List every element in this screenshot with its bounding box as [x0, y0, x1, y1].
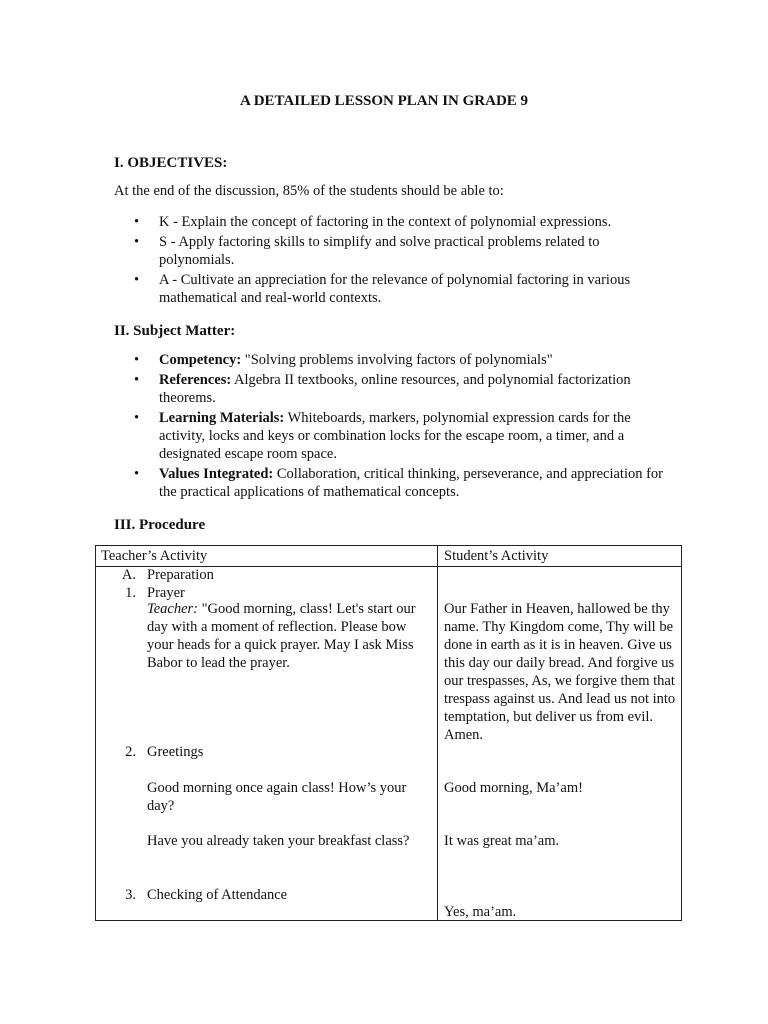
step-1-label: Prayer [147, 585, 185, 601]
objective-item-a: • A - Cultivate an appreciation for the relevance of polynomial factoring in various mathematical and real-world contexts. [134, 272, 631, 306]
subject-item-values-integrated: • Values Integrated: Collaboration, critical thinking, perseverance, and appreciation for the practical applications of mathematical concepts. [134, 466, 664, 500]
greeting-student-text: Good morning, Ma’am! [444, 780, 583, 796]
objective-item-k: • K - Explain the concept of factoring in the context of polynomial expressions. [134, 214, 612, 230]
subject-item-learning-materials: • Learning Materials: Whiteboards, markers, polynomial expression cards for the activity, locks and keys or combination locks for the escape room, a timer, and a designated escape room space. [134, 410, 631, 462]
step-2-marker: 2. [125, 744, 136, 760]
objectives-intro: At the end of the discussion, 85% of the students should be able to: [114, 183, 504, 199]
step-1-marker: 1. [125, 585, 136, 601]
procedure-heading: III. Procedure [114, 517, 206, 533]
student-activity-header: Student’s Activity [444, 548, 549, 564]
subject-matter-heading: II. Subject Matter: [114, 323, 236, 339]
document-title: A DETAILED LESSON PLAN IN GRADE 9 [239, 93, 529, 109]
objective-item-s: • S - Apply factoring skills to simplify and solve practical problems related to polynomials. [134, 234, 600, 268]
objectives-heading: I. OBJECTIVES: [114, 155, 228, 171]
breakfast-teacher-text: Have you already taken your breakfast class? [147, 833, 410, 849]
section-a-label: Preparation [147, 567, 214, 583]
column-divider [437, 546, 438, 920]
prayer-teacher-text: Teacher: "Good morning, class! Let's start our day with a moment of reflection. Please bow your heads for a quick prayer. May I ask Miss Babor to lead the prayer. [147, 601, 416, 671]
objectives-list [114, 213, 674, 307]
subject-item-competency: • Competency: "Solving problems involving factors of polynomials" [134, 352, 553, 368]
step-2-label: Greetings [147, 744, 204, 760]
teacher-activity-header: Teacher’s Activity [101, 548, 208, 564]
greeting-teacher-text: Good morning once again class! How’s your day? [147, 780, 407, 814]
prayer-student-text: Our Father in Heaven, hallowed be thy name. Thy Kingdom come, Thy will be done in earth as it is in heaven. Give us this day our daily bread. And forgive us our trespasses, As, we forgive them that trespass against us. And lead us not into temptation, but deliver us from evil. Amen. [444, 601, 676, 743]
attendance-student-text: Yes, ma’am. [444, 904, 517, 920]
subject-matter-list [114, 351, 674, 501]
step-3-marker: 3. [125, 887, 136, 903]
subject-item-references: • References: Algebra II textbooks, online resources, and polynomial factorization theorems. [134, 372, 631, 406]
breakfast-student-text: It was great ma’am. [444, 833, 560, 849]
step-3-label: Checking of Attendance [147, 887, 288, 903]
section-a-marker: A. [121, 567, 136, 583]
procedure-table [95, 545, 682, 921]
